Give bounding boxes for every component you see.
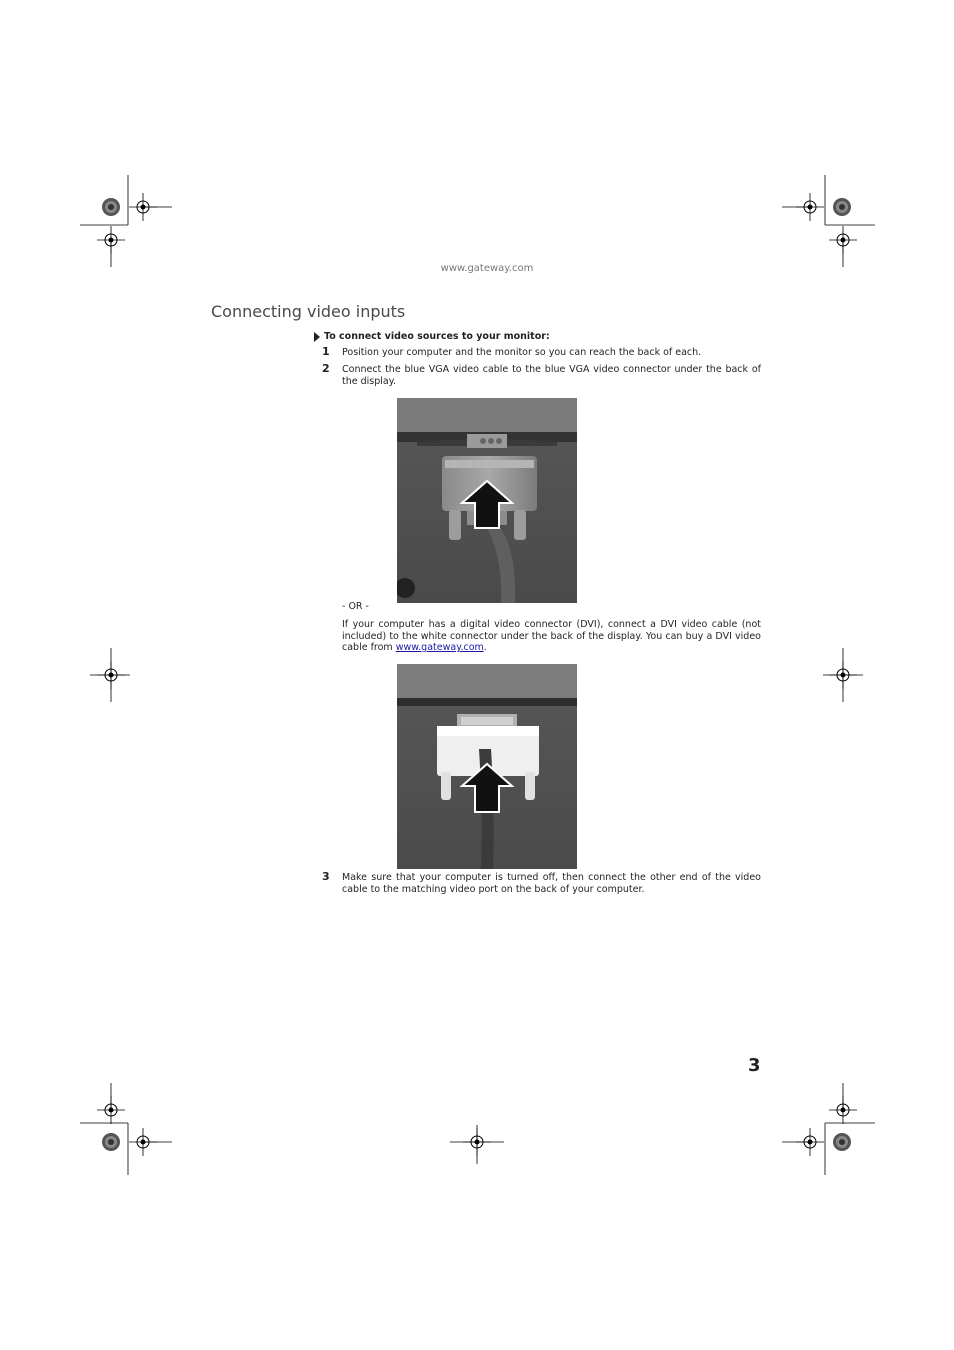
page-number: 3 <box>748 1055 761 1076</box>
step-text-2: Connect the blue VGA video cable to the blue VGA video connector under the back of the display. <box>342 364 761 387</box>
color-dot-icon <box>833 198 851 216</box>
dvi-text: If your computer has a digital video connector (DVI), connect a DVI video cable (not included) to the white connector under the back of the display. You can buy a DVI video cable from <box>342 619 761 653</box>
step-text-1: Position your computer and the monitor so you can reach the back of each. <box>342 347 702 358</box>
header-url: www.gateway.com <box>440 263 534 274</box>
gateway-link[interactable]: www.gateway.com <box>395 642 484 653</box>
step-number-2: 2 <box>322 362 330 375</box>
color-dot-icon <box>102 198 120 216</box>
or-separator: - OR - <box>342 601 369 612</box>
color-dot-icon <box>102 1133 120 1151</box>
dvi-text-end: . <box>483 642 487 653</box>
step-number-1: 1 <box>322 345 330 358</box>
procedure-heading-text: To connect video sources to your monitor: <box>324 331 550 342</box>
step-text-3: Make sure that your computer is turned off, then connect the other end of the video cable to the matching video port on the back of your computer. <box>342 872 761 895</box>
color-dot-icon <box>833 1133 851 1151</box>
section-title: Connecting video inputs <box>211 302 406 321</box>
step-number-3: 3 <box>322 870 330 883</box>
